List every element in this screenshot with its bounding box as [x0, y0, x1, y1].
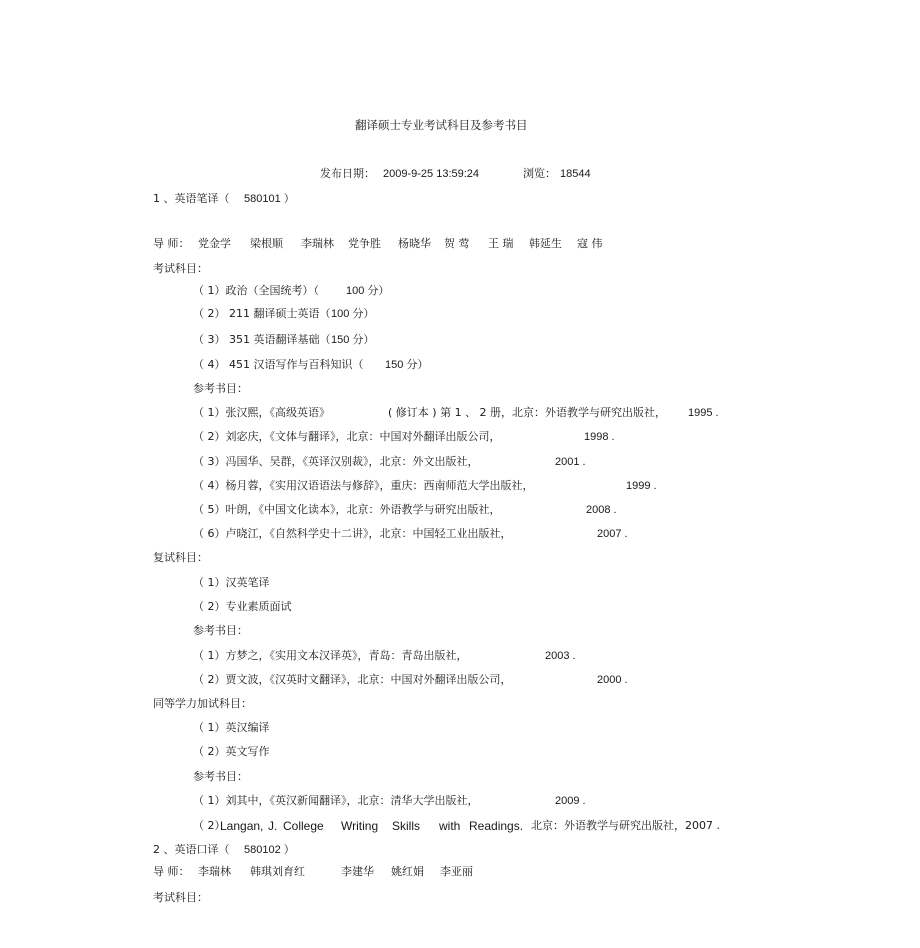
advisors-row-1 — [153, 237, 633, 251]
section-heading-2-code: 580102 ） — [244, 844, 295, 856]
extra-subjects-label: 同等学力加试科目： — [153, 697, 252, 710]
exam-item-name: （ 1）政治（全国统考）（ — [193, 284, 319, 297]
advisor-name: 贺 莺 — [444, 237, 470, 250]
retest-reference-item — [193, 673, 733, 687]
reference-word: with — [439, 819, 461, 833]
exam-item — [193, 358, 453, 372]
reference-item — [193, 527, 733, 541]
advisors-label: 导 师： — [153, 865, 190, 878]
date-label: 发布日期： — [320, 167, 375, 180]
advisor-name: 李亚丽 — [440, 865, 473, 878]
page-title: 翻译硕士专业考试科目及参考书目 — [355, 118, 528, 132]
reference-word: Writing — [341, 819, 379, 833]
retest-item: （ 2）专业素质面试 — [193, 600, 292, 613]
advisor-name: 李瑞林 — [301, 237, 334, 250]
retest-refs-label: 参考书目： — [193, 624, 248, 637]
reference-item — [193, 479, 733, 493]
exam-subjects-label-2: 考试科目： — [153, 891, 208, 904]
reference-year: 2009 . — [555, 795, 586, 807]
advisor-name: 姚红娟 — [391, 865, 424, 878]
reference-item — [193, 455, 733, 469]
advisor-name: 寇 伟 — [577, 237, 603, 250]
views-label: 浏览： — [523, 167, 556, 180]
section-heading-1-code: 580101 ） — [244, 193, 295, 205]
advisor-name: 李建华 — [341, 865, 374, 878]
reference-year: 2000 . — [597, 674, 628, 686]
reference-year: 2001 . — [555, 456, 586, 468]
exam-item-score: 150 分） — [385, 359, 429, 371]
reference-text: （ 5）叶朗，《中国文化读本》，北京：外语教学与研究出版社， — [193, 503, 501, 516]
reference-year: 2008 . — [586, 504, 617, 516]
reference-year: 2007 . — [597, 528, 628, 540]
extra-item: （ 2）英文写作 — [193, 745, 270, 758]
exam-subjects-label: 考试科目： — [153, 262, 208, 275]
exam-item — [193, 333, 443, 347]
retest-reference-item — [193, 649, 733, 663]
retest-subjects-label: 复试科目： — [153, 551, 208, 564]
reference-item — [193, 430, 733, 444]
advisor-name: 李瑞林 — [198, 865, 231, 878]
advisors-label: 导 师： — [153, 237, 190, 250]
advisor-name: 杨晓华 — [398, 237, 431, 250]
reference-item — [193, 503, 733, 517]
reference-word: J. — [268, 819, 278, 833]
reference-text: （ 2）贾文波，《汉英时文翻译》，北京：中国对外翻译出版公司， — [193, 673, 512, 686]
retest-item: （ 1）汉英笔译 — [193, 576, 270, 589]
exam-item-score: 100 分） — [331, 308, 375, 320]
reference-item — [193, 406, 733, 420]
exam-item-score: 150 分） — [331, 334, 375, 346]
reference-word: College — [283, 819, 324, 833]
reference-books-label: 参考书目： — [193, 382, 248, 395]
reference-publisher: 北京：外语教学与研究出版社，2007 . — [531, 819, 720, 832]
reference-year: 2003 . — [545, 650, 576, 662]
reference-year: 1998 . — [584, 431, 615, 443]
exam-item-name: （ 2） 211 翻译硕士英语（ — [193, 307, 331, 320]
reference-text: （ 1）刘其中，《英汉新闻翻译》，北京：清华大学出版社， — [193, 794, 479, 807]
section-heading-2 — [153, 843, 353, 857]
exam-item — [193, 284, 443, 298]
advisors-row-2 — [153, 865, 513, 879]
extra-refs-label: 参考书目： — [193, 770, 248, 783]
advisor-name: 王 瑞 — [488, 237, 514, 250]
reference-prefix: （ 2） — [193, 819, 226, 832]
reference-text: （ 4）杨月蓉，《实用汉语语法与修辞》，重庆：西南师范大学出版社， — [193, 479, 534, 492]
exam-item-score: 100 分） — [346, 285, 390, 297]
advisor-name: 党争胜 — [348, 237, 381, 250]
reference-word: Langan, — [220, 819, 264, 833]
reference-text: （ 1）方梦之，《实用文本汉译英》，青岛：青岛出版社， — [193, 649, 468, 662]
publish-meta — [320, 167, 620, 181]
exam-item-name: （ 3） 351 英语翻译基础（ — [193, 333, 331, 346]
exam-item — [193, 307, 443, 321]
reference-text: （ 1）张汉熙，《高级英语》 — [193, 406, 330, 419]
extra-item: （ 1）英汉编译 — [193, 721, 270, 734]
reference-word: Skills — [392, 819, 421, 833]
advisor-name: 韩延生 — [529, 237, 562, 250]
date-value: 2009-9-25 13:59:24 — [383, 168, 480, 180]
reference-word: Readings. — [469, 819, 524, 833]
advisor-name: 梁根顺 — [250, 237, 283, 250]
exam-item-name: （ 4） 451 汉语写作与百科知识（ — [193, 358, 364, 371]
section-heading-1-prefix: 1 、英语笔译（ — [153, 192, 230, 205]
reference-text: （ 2）刘宓庆，《文体与翻译》，北京：中国对外翻译出版公司， — [193, 430, 501, 443]
reference-text: （ 3）冯国华、吴群，《英译汉别裁》，北京：外文出版社， — [193, 455, 479, 468]
section-heading-2-prefix: 2 、英语口译（ — [153, 843, 230, 856]
advisor-name: 党金学 — [198, 237, 231, 250]
advisor-name: 韩琪刘育红 — [250, 865, 305, 878]
reference-year: 1995 . — [688, 407, 719, 419]
reference-text-2: ( 修订本 ) 第 1 、 2 册，北京：外语教学与研究出版社， — [388, 406, 667, 419]
views-value: 18544 — [560, 168, 591, 180]
section-heading-1 — [153, 192, 353, 206]
extra-reference-item — [193, 794, 733, 808]
reference-year: 1999 . — [626, 480, 657, 492]
reference-text: （ 6）卢晓江，《自然科学史十二讲》，北京：中国轻工业出版社， — [193, 527, 512, 540]
extra-reference-item — [193, 819, 733, 835]
